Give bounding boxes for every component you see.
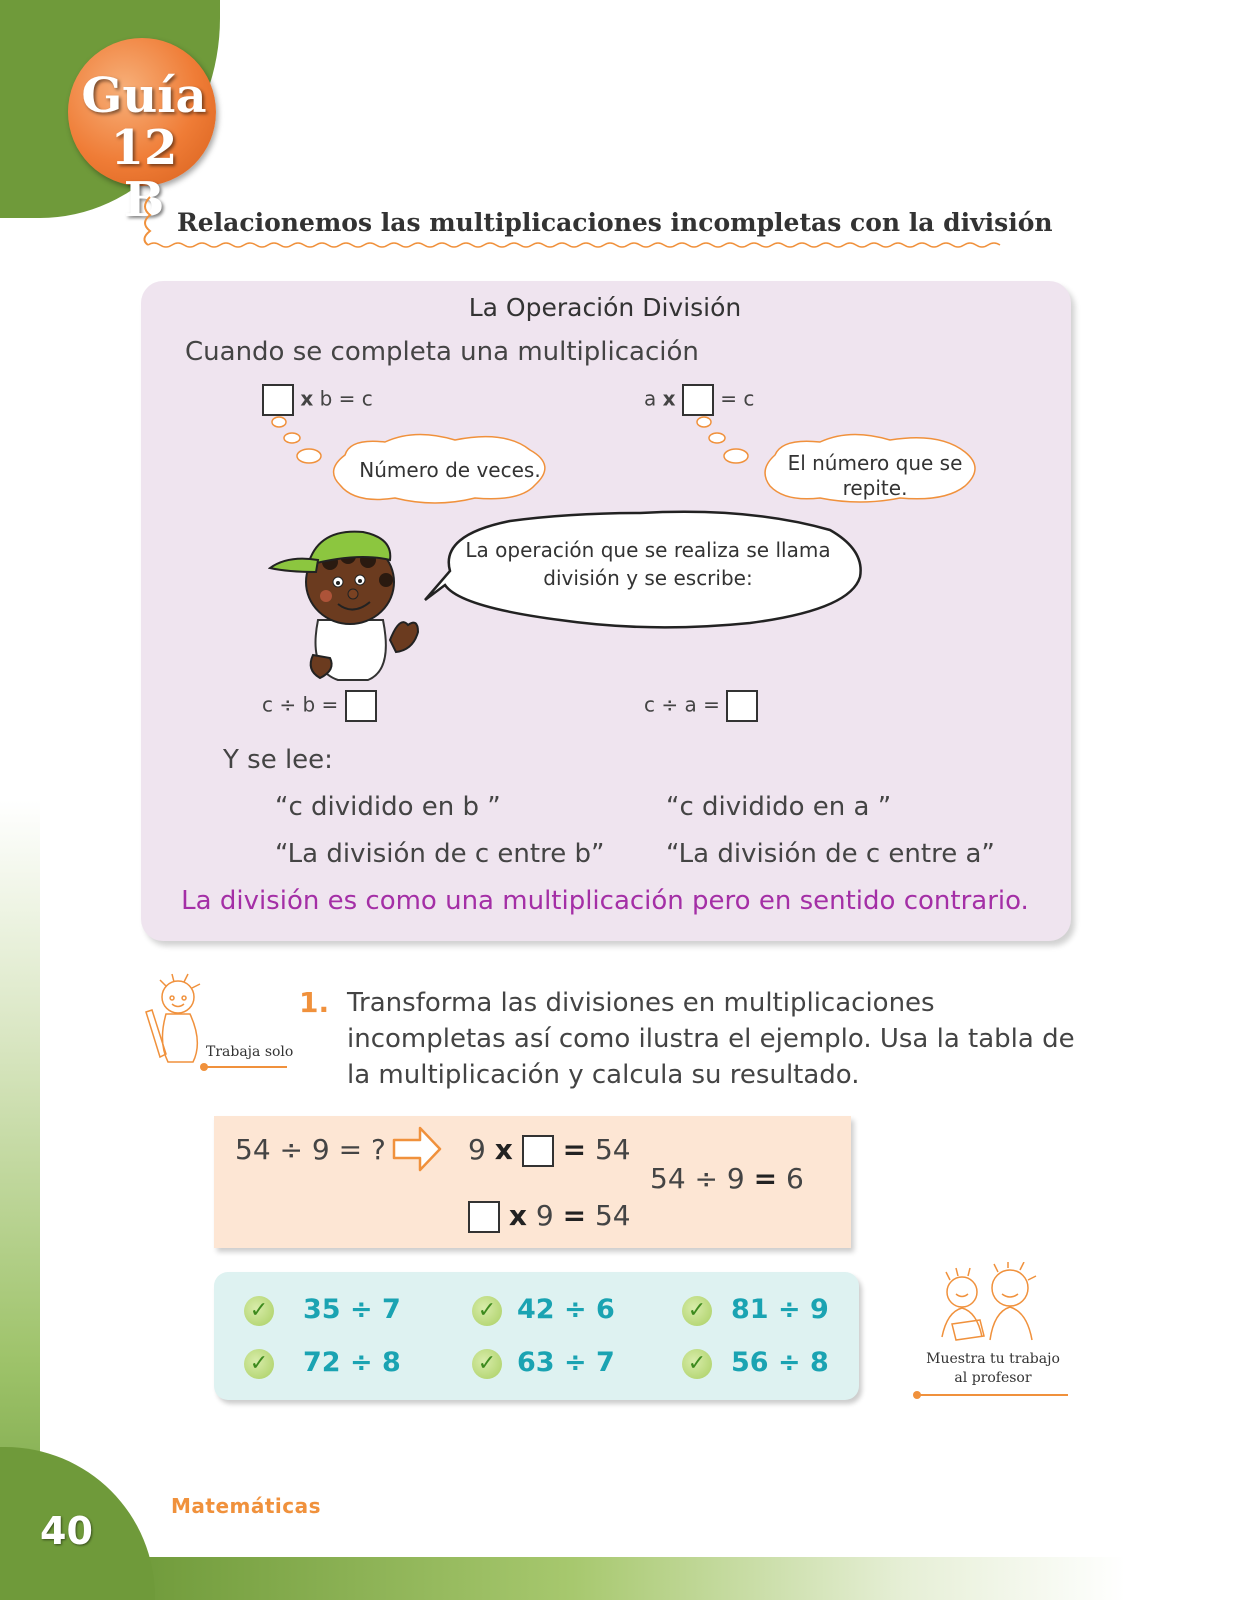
reading-left-2: “La división de c entre b” bbox=[275, 839, 605, 869]
blank-box bbox=[726, 690, 758, 722]
divider-line bbox=[916, 1394, 1068, 1396]
reading-right-1: “c dividido en a ” bbox=[666, 792, 892, 822]
exercise-item: 81 ÷ 9 bbox=[731, 1294, 829, 1325]
checkmark-icon: ✓ bbox=[244, 1349, 274, 1379]
task-instructions: Transforma las divisiones en multiplicaciones incompletas así como ilustra el ejemplo. Usa la tabla de la multiplicación y calcula su resultado. bbox=[347, 988, 1075, 1090]
equation-missing-factor-right: a x = c bbox=[644, 384, 754, 416]
divider-dot bbox=[913, 1391, 921, 1399]
speech-bubble-text: La operación que se realiza se llama división y se escribe: bbox=[465, 538, 831, 590]
exercise-item: 63 ÷ 7 bbox=[517, 1347, 615, 1378]
exercise-box bbox=[214, 1272, 859, 1400]
reading-left-1: “c dividido en b ” bbox=[275, 792, 501, 822]
arrow-right-icon bbox=[392, 1124, 444, 1174]
divider-line bbox=[203, 1066, 287, 1068]
task-number: 1. bbox=[299, 986, 330, 1019]
bottom-green-strip bbox=[130, 1557, 1236, 1600]
example-question: 54 ÷ 9 = ? bbox=[235, 1133, 386, 1166]
division-right: c ÷ a = bbox=[644, 690, 758, 722]
exercise-item: 35 ÷ 7 bbox=[303, 1294, 401, 1325]
checkmark-icon: ✓ bbox=[472, 1296, 502, 1326]
theory-heading: La Operación División bbox=[468, 293, 742, 322]
checkmark-icon: ✓ bbox=[244, 1296, 274, 1326]
times-sign: x bbox=[300, 386, 314, 411]
kid-with-cap-illustration bbox=[268, 520, 433, 685]
reading-right-2: “La división de c entre a” bbox=[666, 839, 995, 869]
example-multiplication-1: 9 x = 54 bbox=[468, 1133, 631, 1166]
bubble-right-text: El número que se repite. bbox=[787, 451, 963, 500]
read-label: Y se lee: bbox=[223, 745, 333, 775]
bubble-left-text: Número de veces. bbox=[359, 458, 541, 482]
theory-conclusion: La división es como una multiplicación pero en sentido contrario. bbox=[181, 886, 1029, 916]
page-number: 40 bbox=[40, 1509, 93, 1553]
kids-reading-icon bbox=[932, 1262, 1052, 1347]
blank-box bbox=[468, 1201, 500, 1233]
example-answer: 54 ÷ 9 = 6 bbox=[650, 1162, 804, 1195]
blank-box bbox=[345, 690, 377, 722]
section-title: Relacionemos las multiplicaciones incompletas con la división bbox=[177, 208, 1053, 237]
exercise-item: 72 ÷ 8 bbox=[303, 1347, 401, 1378]
example-multiplication-2: x 9 = 54 bbox=[468, 1199, 631, 1233]
kid-writing-icon bbox=[138, 972, 213, 1072]
theory-intro: Cuando se completa una multiplicación bbox=[185, 337, 699, 367]
checkmark-icon: ✓ bbox=[682, 1349, 712, 1379]
equation-missing-factor-left: x b = c bbox=[262, 384, 373, 416]
exercise-item: 42 ÷ 6 bbox=[517, 1294, 615, 1325]
checkmark-icon: ✓ bbox=[682, 1296, 712, 1326]
checkmark-icon: ✓ bbox=[472, 1349, 502, 1379]
divider-dot bbox=[200, 1063, 208, 1071]
times-sign: x bbox=[662, 386, 676, 411]
work-alone-label: Trabaja solo bbox=[206, 1044, 294, 1060]
guide-number: Guía 12 bbox=[81, 68, 207, 176]
division-left: c ÷ b = bbox=[262, 690, 377, 722]
exercise-item: 56 ÷ 8 bbox=[731, 1347, 829, 1378]
blank-box bbox=[522, 1135, 554, 1167]
show-teacher-label: Muestra tu trabajo al profesor bbox=[926, 1351, 1060, 1386]
guide-letter: B bbox=[123, 172, 165, 228]
footer-subject: Matemáticas bbox=[171, 1494, 322, 1518]
